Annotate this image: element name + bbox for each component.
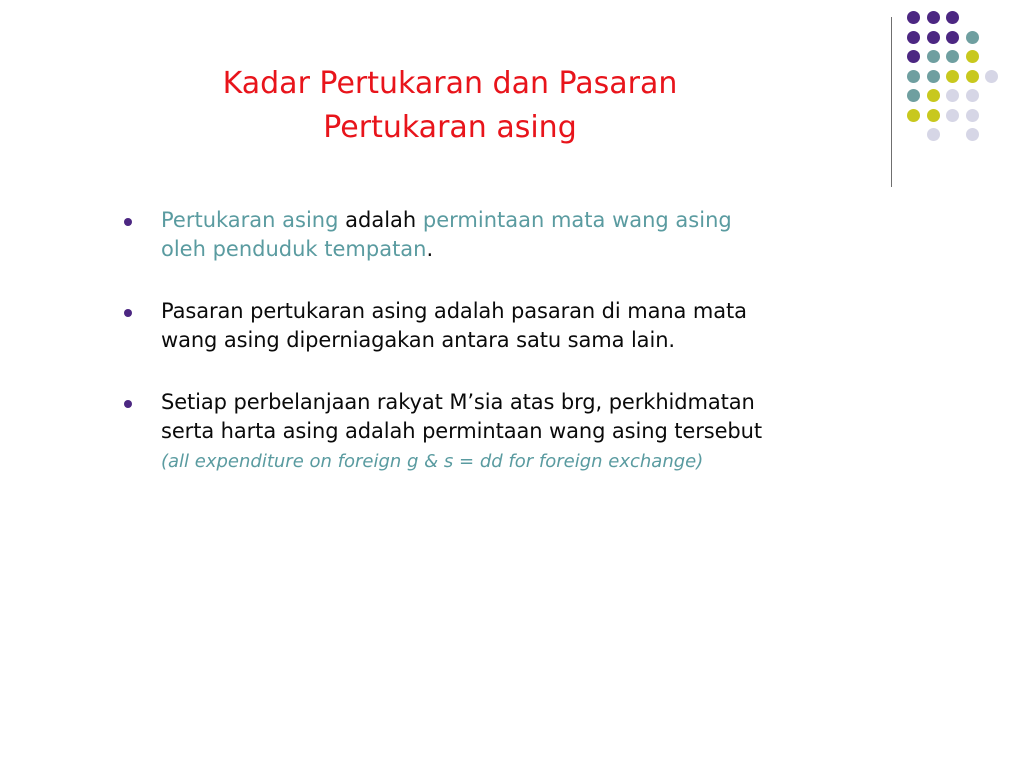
decorative-dot	[946, 11, 959, 24]
bullet-line: Setiap perbelanjaan rakyat M’sia atas brg, perkhidmatan	[161, 390, 755, 414]
decorative-dot	[907, 109, 920, 122]
decorative-dot	[966, 89, 979, 102]
decorative-dot	[985, 70, 998, 83]
bullet-item-foreign-exchange-market	[120, 297, 980, 355]
decorative-dot	[946, 70, 959, 83]
slide-title-line-2: Pertukaran asing	[323, 110, 577, 145]
bullet-line: Pasaran pertukaran asing adalah pasaran di mana mata	[161, 299, 747, 323]
bullet-dot-icon	[124, 400, 132, 408]
full-stop: .	[426, 237, 434, 261]
bullet-item-foreign-exchange	[120, 206, 980, 264]
decorative-dot	[966, 109, 979, 122]
bullet-line: wang asing diperniagakan antara satu sama lain.	[161, 328, 675, 352]
definition-text: permintaan mata wang asing	[422, 208, 732, 232]
decorative-dot	[907, 50, 920, 63]
vertical-divider	[891, 17, 892, 187]
slide-title	[160, 62, 740, 150]
decorative-dot	[927, 109, 940, 122]
decorative-dot	[927, 50, 940, 63]
decorative-dot-grid	[907, 11, 1007, 171]
bullet-line: serta harta asing adalah permintaan wang asing tersebut	[161, 419, 762, 443]
decorative-dot	[966, 70, 979, 83]
decorative-dot	[966, 50, 979, 63]
decorative-dot	[946, 50, 959, 63]
decorative-dot	[907, 31, 920, 44]
bullet-item-expenditure	[120, 388, 980, 474]
decorative-dot	[927, 70, 940, 83]
bullet-dot-icon	[124, 309, 132, 317]
definition-text: oleh penduduk tempatan	[161, 237, 427, 261]
english-note: (all expenditure on foreign g & s = dd for foreign exchange)	[161, 451, 704, 472]
decorative-dot	[946, 31, 959, 44]
decorative-dot	[907, 89, 920, 102]
decorative-dot	[946, 109, 959, 122]
decorative-dot	[907, 70, 920, 83]
bullet-line	[161, 206, 980, 235]
connector-text: adalah	[338, 208, 423, 232]
decorative-dot	[927, 31, 940, 44]
decorative-dot	[927, 128, 940, 141]
decorative-dot	[966, 31, 979, 44]
slide-title-line-1: Kadar Pertukaran dan Pasaran	[222, 66, 678, 101]
decorative-dot	[927, 11, 940, 24]
bullet-list	[120, 206, 980, 507]
decorative-dot	[966, 128, 979, 141]
decorative-dot	[927, 89, 940, 102]
bullet-line	[161, 235, 980, 264]
decorative-dot	[946, 89, 959, 102]
decorative-dot	[907, 11, 920, 24]
term-pertukaran-asing: Pertukaran asing	[161, 208, 339, 232]
bullet-dot-icon	[124, 218, 132, 226]
